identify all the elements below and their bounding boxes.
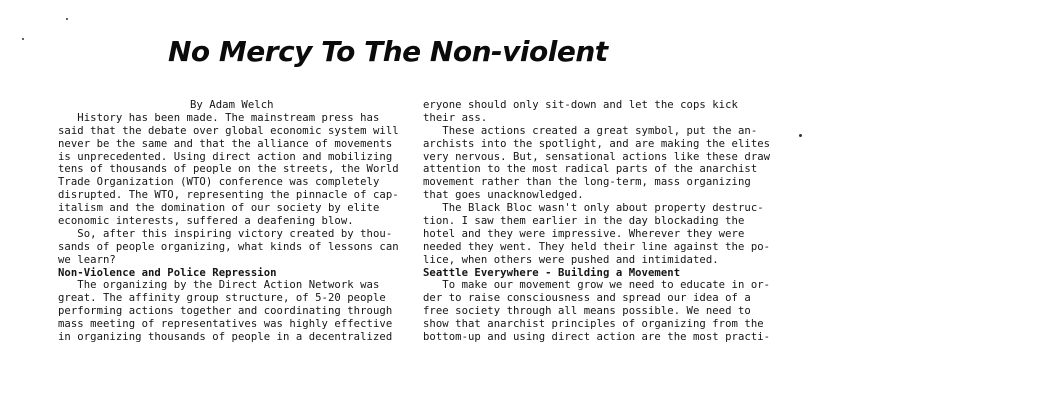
text-line: Trade Organization (WTO) conference was completely bbox=[58, 176, 380, 189]
text-line: is unprecedented. Using direct action and mobilizing bbox=[58, 150, 393, 163]
text-line: italism and the domination of our society by elite bbox=[58, 202, 380, 215]
left-column bbox=[58, 99, 398, 344]
text-line: These actions created a great symbol, put the an- bbox=[423, 124, 758, 137]
text-line: movement rather than the long-term, mass organizing bbox=[423, 176, 751, 189]
text-line: tens of thousands of people on the streets, the World bbox=[58, 163, 399, 176]
text-line: der to raise consciousness and spread our idea of a bbox=[423, 292, 751, 305]
text-line: free society through all means possible. We need to bbox=[423, 305, 751, 318]
text-line: History has been made. The mainstream press has bbox=[58, 111, 380, 124]
byline: By Adam Welch bbox=[190, 99, 274, 111]
left-column-body bbox=[58, 112, 398, 344]
text-line: The Black Bloc wasn't only about property destruc- bbox=[423, 202, 764, 215]
scan-speck bbox=[799, 134, 802, 137]
text-line: lice, when others were pushed and intimidated. bbox=[423, 253, 719, 266]
text-line: sands of people organizing, what kinds of lessons can bbox=[58, 240, 399, 253]
scan-speck bbox=[66, 18, 68, 20]
text-line: needed they went. They held their line against the po- bbox=[423, 240, 771, 253]
text-line: never be the same and that the alliance of movements bbox=[58, 137, 393, 150]
text-line: disrupted. The WTO, representing the pinnacle of cap- bbox=[58, 189, 399, 202]
text-line: great. The affinity group structure, of 5-20 people bbox=[58, 292, 386, 305]
text-line: attention to the most radical parts of the anarchist bbox=[423, 163, 758, 176]
scan-speck bbox=[22, 38, 24, 40]
text-line: The organizing by the Direct Action Network was bbox=[58, 279, 380, 292]
text-line: To make our movement grow we need to educate in or- bbox=[423, 279, 771, 292]
text-line: show that anarchist principles of organizing from the bbox=[423, 318, 764, 331]
text-line: said that the debate over global economic system will bbox=[58, 124, 399, 137]
text-line: So, after this inspiring victory created by thou- bbox=[58, 227, 393, 240]
text-line: in organizing thousands of people in a decentralized bbox=[58, 331, 393, 344]
right-column bbox=[423, 99, 773, 344]
text-line: bottom-up and using direct action are the most practi- bbox=[423, 331, 771, 344]
right-column-body bbox=[423, 99, 773, 344]
text-line: hotel and they were impressive. Wherever they were bbox=[423, 227, 745, 240]
text-line: that goes unacknowledged. bbox=[423, 189, 584, 202]
text-line: eryone should only sit-down and let the cops kick bbox=[423, 99, 738, 111]
text-line: economic interests, suffered a deafening blow. bbox=[58, 215, 354, 228]
text-line: performing actions together and coordinating through bbox=[58, 305, 393, 318]
text-line: archists into the spotlight, and are making the elites bbox=[423, 137, 771, 150]
text-line: mass meeting of representatives was highly effective bbox=[58, 318, 393, 331]
text-line: very nervous. But, sensational actions like these draw bbox=[423, 150, 771, 163]
text-line: their ass. bbox=[423, 111, 488, 124]
text-line: tion. I saw them earlier in the day blockading the bbox=[423, 215, 745, 228]
section-subhead: Non-Violence and Police Repression bbox=[58, 266, 277, 279]
text-line: we learn? bbox=[58, 253, 116, 266]
section-subhead: Seattle Everywhere - Building a Movement bbox=[423, 266, 681, 279]
article-headline: No Mercy To The Non-violent bbox=[168, 35, 608, 68]
